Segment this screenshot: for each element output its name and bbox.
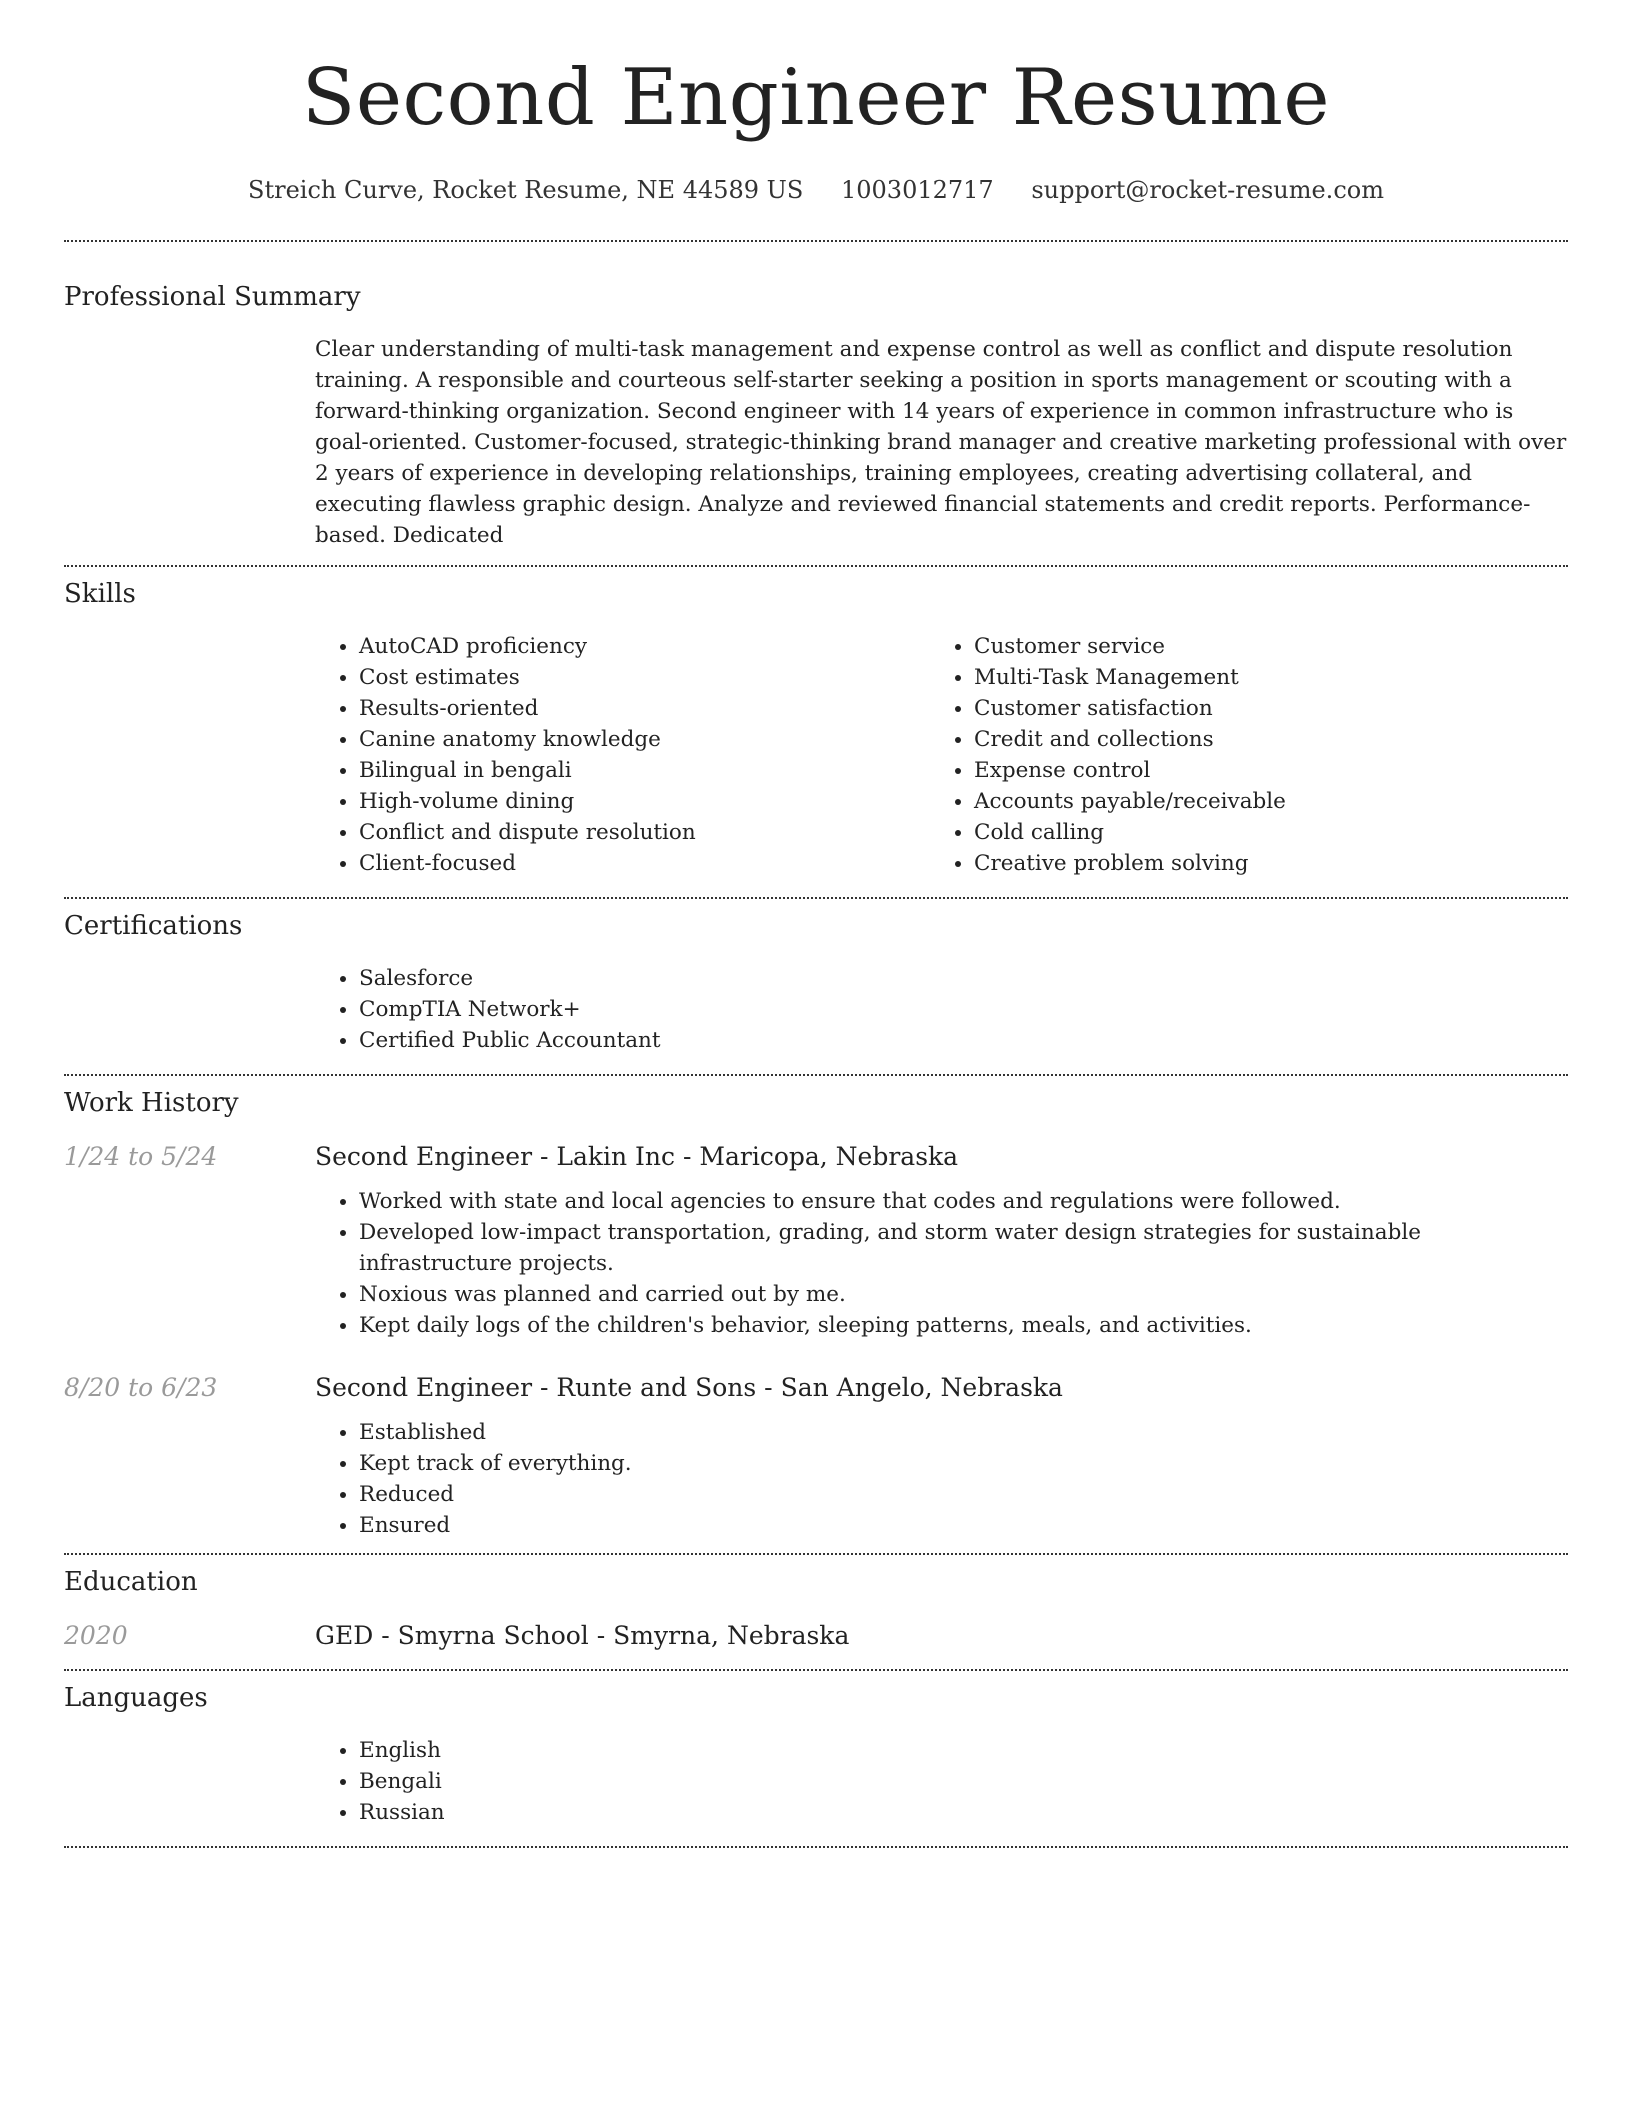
skill-item: • Customer service [974,631,1545,662]
job-details [315,1417,1568,1541]
job-dates: 1/24 to 5/24 [64,1142,218,1171]
education-entry [64,1619,1568,1653]
skills-column-left [315,631,930,879]
skill-item: • Creative problem solving [974,848,1545,879]
job-bullet: • Reduced [359,1479,1568,1510]
skills-list-left [315,631,930,879]
skill-item: • Conflict and dispute resolution [359,817,930,848]
job-dates: 8/20 to 6/23 [64,1373,218,1402]
job-bullet: • Worked with state and local agencies to ensure that codes and regulations were followed. [359,1186,1568,1217]
job-entry [64,1140,1568,1174]
skill-item: • Credit and collections [974,724,1545,755]
summary-content [315,334,1568,551]
job-bullet-list [315,1417,1568,1541]
job-bullet: • Established [359,1417,1568,1448]
section-title-languages: Languages [64,1683,208,1713]
skills-column-right [930,631,1545,879]
skill-item: • Client-focused [359,848,930,879]
certification-item: • CompTIA Network+ [359,994,1568,1025]
divider [64,1846,1568,1848]
job-bullet: • Ensured [359,1510,1568,1541]
job-heading: Second Engineer - Lakin Inc - Maricopa, Nebraska [315,1142,959,1171]
skill-item: • Accounts payable/receivable [974,786,1545,817]
skill-item: • High-volume dining [359,786,930,817]
language-item: • Russian [359,1797,1568,1828]
section-certifications [64,899,1568,1074]
skill-item: • Customer satisfaction [974,693,1545,724]
job-details [315,1186,1568,1341]
contact-phone: 1003012717 [841,176,994,204]
contact-line [64,174,1568,206]
section-work-history [64,1076,1568,1553]
contact-address: Streich Curve, Rocket Resume, NE 44589 US [248,176,804,204]
certifications-list [315,963,1568,1056]
job-bullet: • Kept track of everything. [359,1448,1568,1479]
job-bullet: • Noxious was planned and carried out by me. [359,1279,1568,1310]
certification-item: • Certified Public Accountant [359,1025,1568,1056]
certifications-content [315,963,1568,1056]
section-education [64,1555,1568,1669]
education-heading: GED - Smyrna School - Smyrna, Nebraska [315,1621,850,1650]
skill-item: • AutoCAD proficiency [359,631,930,662]
job-heading: Second Engineer - Runte and Sons - San Angelo, Nebraska [315,1373,1063,1402]
contact-email: support@rocket-resume.com [1031,176,1384,204]
job-entry [64,1371,1568,1405]
job-bullet-list [315,1186,1568,1341]
language-item: • English [359,1735,1568,1766]
job-bullet: • Kept daily logs of the children's behavior, sleeping patterns, meals, and activities. [359,1310,1568,1341]
summary-text: Clear understanding of multi-task management and expense control as well as conflict and dispute resolution training. A responsible and courteous self-starter seeking a position in sports management or scouting with a forward-thinking organization. Second engineer with 14 years of experience in common infrastructure who is goal-oriented. Customer-focused, strategic-thinking brand manager and creative marketing professional with over 2 years of experience in developing relationships, training employees, creating advertising collateral, and executing flawless graphic design. Analyze and reviewed financial statements and credit reports. Performance-based. Dedicated [315,337,1567,548]
section-title-education: Education [64,1567,198,1597]
language-item: • Bengali [359,1766,1568,1797]
education-year: 2020 [64,1621,128,1650]
resume-title: Second Engineer Resume [301,53,1331,143]
section-title-summary: Professional Summary [64,282,361,312]
skill-item: • Multi-Task Management [974,662,1545,693]
section-languages [64,1671,1568,1846]
section-title-skills: Skills [64,579,136,609]
section-summary [64,242,1568,565]
skill-item: • Bilingual in bengali [359,755,930,786]
section-skills [64,567,1568,897]
job-bullet: • Developed low-impact transportation, grading, and storm water design strategies for sustainable infrastructure projects. [359,1217,1568,1279]
skill-item: • Cost estimates [359,662,930,693]
certification-item: • Salesforce [359,963,1568,994]
section-title-certifications: Certifications [64,911,243,941]
skill-item: • Cold calling [974,817,1545,848]
languages-list [315,1735,1568,1828]
skills-list-right [930,631,1545,879]
skill-item: • Expense control [974,755,1545,786]
skill-item: • Canine anatomy knowledge [359,724,930,755]
skills-content [315,631,1568,879]
languages-content [315,1735,1568,1828]
skill-item: • Results-oriented [359,693,930,724]
section-title-work-history: Work History [64,1088,239,1118]
